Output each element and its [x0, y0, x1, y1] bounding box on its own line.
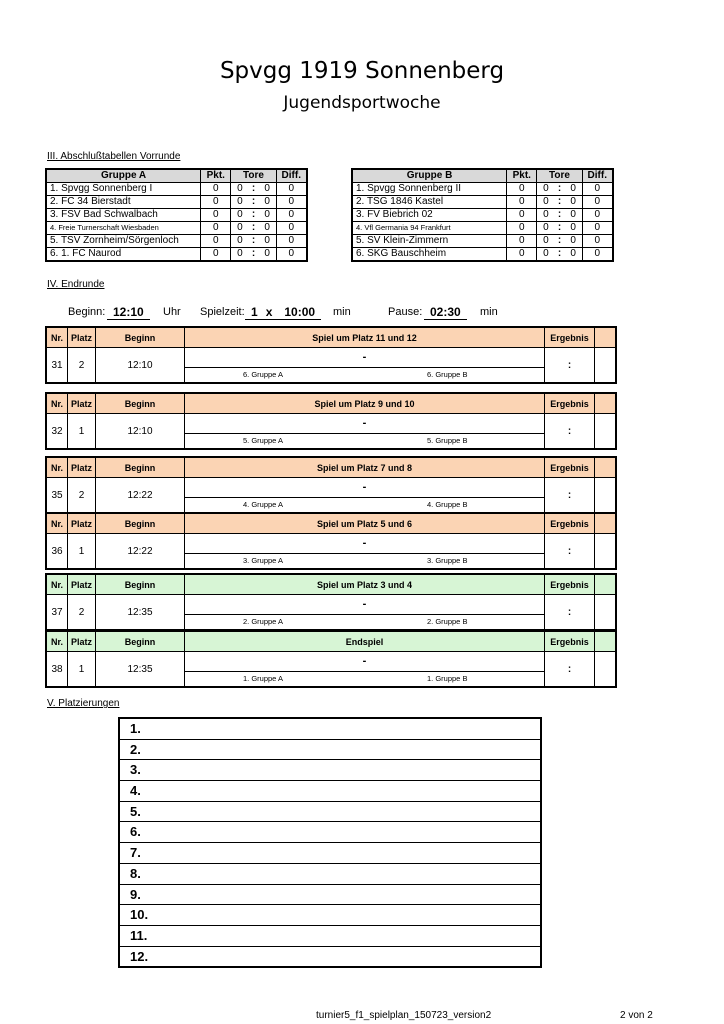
goals-against: 0 — [565, 222, 582, 235]
col-platz: Platz — [68, 458, 96, 477]
game-title: Endspiel — [185, 632, 545, 651]
col-pkt: Pkt. — [507, 169, 537, 183]
game-platz: 2 — [68, 478, 96, 512]
game-header — [47, 514, 615, 534]
game-title: Spiel um Platz 11 und 12 — [185, 328, 545, 347]
game-block — [45, 326, 617, 384]
points: 0 — [507, 235, 537, 248]
team-a-slot: 3. Gruppe A — [243, 556, 284, 565]
info-beginn-label: Beginn: — [68, 306, 106, 318]
goals-sep: : — [248, 248, 258, 262]
goals-for: 0 — [231, 235, 248, 248]
game-row — [47, 652, 615, 686]
game-row — [47, 595, 615, 629]
game-title: Spiel um Platz 7 und 8 — [185, 458, 545, 477]
game-platz: 1 — [68, 534, 96, 568]
placement-row: 6. — [120, 822, 540, 843]
goals-for: 0 — [537, 209, 554, 222]
team-name: 6. 1. FC Naurod — [46, 248, 201, 262]
goals-for: 0 — [231, 209, 248, 222]
placement-row: 2. — [120, 740, 540, 761]
points: 0 — [507, 248, 537, 262]
game-nr: 37 — [47, 595, 68, 629]
team-a-slot: 4. Gruppe A — [243, 500, 284, 509]
info-pause-value: 02:30 — [424, 305, 467, 320]
goals-sep: : — [248, 209, 258, 222]
header-spacer — [595, 575, 615, 594]
col-beginn: Beginn — [96, 575, 185, 594]
game-result: : — [545, 348, 595, 382]
group-name: Gruppe A — [46, 169, 201, 183]
game-nr: 38 — [47, 652, 68, 686]
placement-row: 8. — [120, 864, 540, 885]
points: 0 — [201, 183, 231, 196]
col-platz: Platz — [68, 514, 96, 533]
table-row — [352, 196, 613, 209]
points: 0 — [507, 183, 537, 196]
col-platz: Platz — [68, 328, 96, 347]
goals-sep: : — [248, 183, 258, 196]
game-platz: 2 — [68, 595, 96, 629]
team-a-slot: 5. Gruppe A — [243, 436, 284, 445]
goals-against: 0 — [259, 248, 276, 262]
game-title: Spiel um Platz 9 und 10 — [185, 394, 545, 413]
goal-diff: 0 — [276, 183, 307, 196]
placement-row: 5. — [120, 802, 540, 823]
game-time: 12:10 — [96, 414, 185, 448]
team-name: 3. FV Biebrich 02 — [352, 209, 507, 222]
goals-sep: : — [554, 196, 564, 209]
matchup-dash: - — [362, 351, 367, 363]
group-b-table — [351, 168, 614, 262]
goals-for: 0 — [537, 235, 554, 248]
section-heading-vorrunde: III. Abschlußtabellen Vorrunde — [47, 151, 181, 162]
info-pause-wrap — [424, 305, 467, 319]
game-header — [47, 632, 615, 652]
table-row — [352, 235, 613, 248]
placement-row: 4. — [120, 781, 540, 802]
game-nr: 32 — [47, 414, 68, 448]
placement-row: 7. — [120, 843, 540, 864]
col-tore: Tore — [231, 169, 276, 183]
col-nr: Nr. — [47, 514, 68, 533]
game-title: Spiel um Platz 5 und 6 — [185, 514, 545, 533]
goal-diff: 0 — [582, 235, 613, 248]
group-name: Gruppe B — [352, 169, 507, 183]
placement-row: 9. — [120, 885, 540, 906]
goals-sep: : — [554, 235, 564, 248]
col-ergebnis: Ergebnis — [545, 328, 595, 347]
table-row — [46, 183, 307, 196]
game-time: 12:10 — [96, 348, 185, 382]
goals-for: 0 — [231, 183, 248, 196]
col-ergebnis: Ergebnis — [545, 458, 595, 477]
group-header-row — [46, 169, 307, 183]
game-platz: 1 — [68, 652, 96, 686]
points: 0 — [507, 196, 537, 209]
result-spacer — [595, 348, 615, 382]
goal-diff: 0 — [276, 248, 307, 262]
goals-against: 0 — [259, 222, 276, 235]
team-name: 6. SKG Bauschheim — [352, 248, 507, 262]
result-spacer — [595, 414, 615, 448]
col-nr: Nr. — [47, 632, 68, 651]
team-name: 2. TSG 1846 Kastel — [352, 196, 507, 209]
points: 0 — [201, 235, 231, 248]
game-result: : — [545, 652, 595, 686]
col-pkt: Pkt. — [201, 169, 231, 183]
placement-row: 10. — [120, 905, 540, 926]
game-time: 12:35 — [96, 595, 185, 629]
game-platz: 2 — [68, 348, 96, 382]
placement-row: 1. — [120, 719, 540, 740]
team-name: 3. FSV Bad Schwalbach — [46, 209, 201, 222]
team-a-slot: 2. Gruppe A — [243, 617, 284, 626]
footer-page: 2 von 2 — [620, 1010, 653, 1021]
game-header — [47, 458, 615, 478]
goal-diff: 0 — [582, 209, 613, 222]
matchup-dash: - — [362, 417, 367, 429]
team-b-slot: 3. Gruppe B — [427, 556, 468, 565]
header-spacer — [595, 514, 615, 533]
goals-against: 0 — [565, 235, 582, 248]
team-b-slot: 2. Gruppe B — [427, 617, 468, 626]
col-ergebnis: Ergebnis — [545, 632, 595, 651]
col-platz: Platz — [68, 632, 96, 651]
table-row — [46, 209, 307, 222]
header-spacer — [595, 394, 615, 413]
col-beginn: Beginn — [96, 458, 185, 477]
goals-sep: : — [248, 235, 258, 248]
game-nr: 36 — [47, 534, 68, 568]
goals-sep: : — [554, 222, 564, 235]
game-time: 12:22 — [96, 534, 185, 568]
game-result: : — [545, 534, 595, 568]
game-header — [47, 394, 615, 414]
matchup-line — [185, 671, 544, 672]
game-matchup — [185, 652, 545, 686]
group-a-table — [45, 168, 308, 262]
team-b-slot: 6. Gruppe B — [427, 370, 468, 379]
header-spacer — [595, 328, 615, 347]
col-ergebnis: Ergebnis — [545, 514, 595, 533]
info-spielzeit-wrap — [245, 305, 321, 319]
points: 0 — [201, 222, 231, 235]
team-name: 5. TSV Zornheim/Sörgenloch — [46, 235, 201, 248]
goals-for: 0 — [537, 248, 554, 262]
header-spacer — [595, 458, 615, 477]
section-heading-endrunde: IV. Endrunde — [47, 279, 105, 290]
goal-diff: 0 — [276, 209, 307, 222]
info-duration: 10:00 — [278, 305, 321, 320]
team-b-slot: 4. Gruppe B — [427, 500, 468, 509]
goals-for: 0 — [231, 196, 248, 209]
game-header — [47, 575, 615, 595]
game-matchup — [185, 478, 545, 512]
goals-for: 0 — [537, 222, 554, 235]
goals-sep: : — [554, 183, 564, 196]
info-pause-label: Pause: — [388, 306, 423, 318]
points: 0 — [201, 209, 231, 222]
col-ergebnis: Ergebnis — [545, 394, 595, 413]
goals-against: 0 — [259, 183, 276, 196]
game-row — [47, 478, 615, 512]
header-spacer — [595, 632, 615, 651]
game-row — [47, 348, 615, 382]
goals-against: 0 — [259, 209, 276, 222]
col-nr: Nr. — [47, 458, 68, 477]
info-min-1: min — [333, 306, 351, 318]
col-nr: Nr. — [47, 394, 68, 413]
placement-row: 3. — [120, 760, 540, 781]
matchup-dash: - — [362, 655, 367, 667]
team-name: 1. Spvgg Sonnenberg I — [46, 183, 201, 196]
table-row — [46, 196, 307, 209]
team-b-slot: 5. Gruppe B — [427, 436, 468, 445]
game-block — [45, 392, 617, 450]
placements-table — [118, 717, 542, 968]
game-block — [45, 573, 617, 631]
matchup-line — [185, 497, 544, 498]
table-row — [46, 248, 307, 262]
goals-against: 0 — [565, 183, 582, 196]
page-title: Spvgg 1919 Sonnenberg — [219, 58, 505, 84]
table-row — [46, 222, 307, 235]
info-min-2: min — [480, 306, 498, 318]
goals-for: 0 — [537, 196, 554, 209]
points: 0 — [201, 248, 231, 262]
table-row — [352, 248, 613, 262]
game-nr: 35 — [47, 478, 68, 512]
matchup-line — [185, 433, 544, 434]
points: 0 — [507, 209, 537, 222]
game-result: : — [545, 595, 595, 629]
result-spacer — [595, 652, 615, 686]
matchup-line — [185, 553, 544, 554]
game-block — [45, 512, 617, 570]
goal-diff: 0 — [582, 183, 613, 196]
goals-sep: : — [248, 196, 258, 209]
col-nr: Nr. — [47, 328, 68, 347]
goal-diff: 0 — [582, 222, 613, 235]
game-nr: 31 — [47, 348, 68, 382]
goals-for: 0 — [537, 183, 554, 196]
result-spacer — [595, 595, 615, 629]
goal-diff: 0 — [276, 196, 307, 209]
matchup-dash: - — [362, 598, 367, 610]
col-diff: Diff. — [276, 169, 307, 183]
game-row — [47, 534, 615, 568]
team-name: 4. Vfl Germania 94 Frankfurt — [352, 222, 507, 235]
game-result: : — [545, 414, 595, 448]
matchup-line — [185, 367, 544, 368]
matchup-dash: - — [362, 481, 367, 493]
game-block — [45, 630, 617, 688]
placement-row: 11. — [120, 926, 540, 947]
goals-sep: : — [554, 209, 564, 222]
game-result: : — [545, 478, 595, 512]
team-name: 2. FC 34 Bierstadt — [46, 196, 201, 209]
game-block — [45, 456, 617, 514]
team-name: 4. Freie Turnerschaft Wiesbaden — [46, 222, 201, 235]
goals-sep: : — [248, 222, 258, 235]
goals-against: 0 — [259, 235, 276, 248]
team-a-slot: 6. Gruppe A — [243, 370, 284, 379]
game-matchup — [185, 534, 545, 568]
result-spacer — [595, 534, 615, 568]
team-a-slot: 1. Gruppe A — [243, 674, 284, 683]
game-matchup — [185, 595, 545, 629]
col-platz: Platz — [68, 394, 96, 413]
team-name: 5. SV Klein-Zimmern — [352, 235, 507, 248]
footer-filename: turnier5_f1_spielplan_150723_version2 — [316, 1010, 492, 1021]
info-beginn-value-wrap — [107, 305, 150, 319]
points: 0 — [201, 196, 231, 209]
game-time: 12:35 — [96, 652, 185, 686]
group-header-row — [352, 169, 613, 183]
col-beginn: Beginn — [96, 632, 185, 651]
game-matchup — [185, 414, 545, 448]
table-row — [46, 235, 307, 248]
col-diff: Diff. — [582, 169, 613, 183]
goal-diff: 0 — [276, 222, 307, 235]
goals-for: 0 — [231, 248, 248, 262]
result-spacer — [595, 478, 615, 512]
col-beginn: Beginn — [96, 394, 185, 413]
team-name: 1. Spvgg Sonnenberg II — [352, 183, 507, 196]
col-beginn: Beginn — [96, 514, 185, 533]
game-header — [47, 328, 615, 348]
goals-against: 0 — [259, 196, 276, 209]
section-heading-platzierungen: V. Platzierungen — [47, 698, 120, 709]
matchup-line — [185, 614, 544, 615]
game-row — [47, 414, 615, 448]
goals-against: 0 — [565, 196, 582, 209]
goals-against: 0 — [565, 248, 582, 262]
col-tore: Tore — [537, 169, 582, 183]
team-b-slot: 1. Gruppe B — [427, 674, 468, 683]
info-count: 1 — [245, 305, 260, 320]
goals-sep: : — [554, 248, 564, 262]
goals-against: 0 — [565, 209, 582, 222]
placement-row: 12. — [130, 948, 149, 964]
col-beginn: Beginn — [96, 328, 185, 347]
goals-for: 0 — [231, 222, 248, 235]
info-x: x — [260, 305, 279, 320]
goal-diff: 0 — [276, 235, 307, 248]
game-matchup — [185, 348, 545, 382]
col-nr: Nr. — [47, 575, 68, 594]
game-platz: 1 — [68, 414, 96, 448]
table-row — [352, 183, 613, 196]
table-row — [352, 209, 613, 222]
page-subtitle: Jugendsportwoche — [283, 93, 441, 113]
matchup-dash: - — [362, 537, 367, 549]
col-platz: Platz — [68, 575, 96, 594]
game-title: Spiel um Platz 3 und 4 — [185, 575, 545, 594]
goal-diff: 0 — [582, 196, 613, 209]
goal-diff: 0 — [582, 248, 613, 262]
info-beginn-value: 12:10 — [107, 305, 150, 320]
info-spielzeit-label: Spielzeit: — [200, 306, 245, 318]
info-uhr: Uhr — [163, 306, 181, 318]
table-row — [352, 222, 613, 235]
game-time: 12:22 — [96, 478, 185, 512]
col-ergebnis: Ergebnis — [545, 575, 595, 594]
points: 0 — [507, 222, 537, 235]
